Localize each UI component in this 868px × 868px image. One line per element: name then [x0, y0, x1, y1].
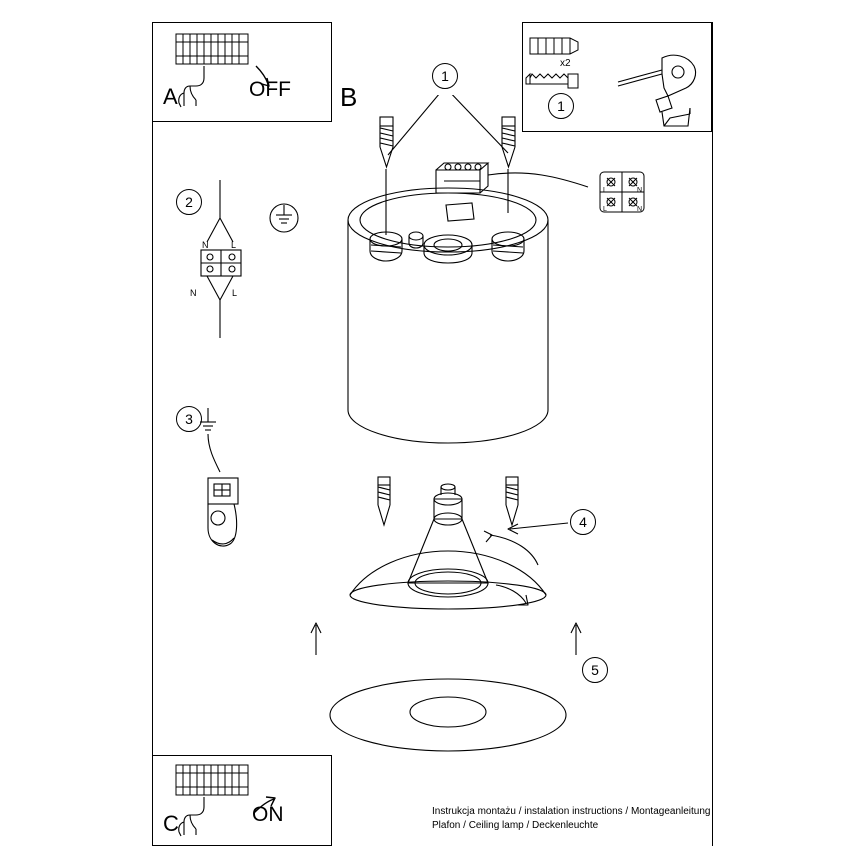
wiring-detail-label-tl: L	[603, 187, 607, 194]
page-rule-right	[712, 22, 713, 846]
wiring-label-n-top: N	[202, 240, 209, 250]
step-2-graphic	[185, 180, 265, 340]
panel-c-action-label: ON	[252, 803, 284, 826]
callout-4-leader	[500, 515, 570, 535]
wiring-label-l-top: L	[231, 240, 237, 250]
callout-3: 3	[176, 406, 202, 432]
panel-a-action-label: OFF	[249, 78, 291, 101]
wiring-detail-graphic	[594, 166, 658, 222]
panel-b-letter: B	[340, 82, 358, 112]
wiring-label-n-bottom: N	[190, 288, 197, 298]
wiring-label-l-bottom: L	[232, 288, 238, 298]
callout-1: 1	[432, 63, 458, 89]
callout-4: 4	[570, 509, 596, 535]
footer-line-1: Instrukcja montażu / instalation instructions / Montageanleitung	[432, 806, 711, 817]
step-3-graphic	[190, 400, 260, 560]
callout-tools-1: 1	[548, 93, 574, 119]
panel-c-graphic	[152, 755, 332, 846]
panel-a-letter: A	[163, 84, 178, 109]
footer-block	[432, 805, 712, 833]
wiring-detail-label-br: N	[637, 206, 643, 213]
footer-line-2: Plafon / Ceiling lamp / Deckenleuchte	[432, 820, 599, 831]
wiring-detail-label-bl: L	[603, 206, 607, 213]
callout-5: 5	[582, 657, 608, 683]
callout-2: 2	[176, 189, 202, 215]
wiring-detail-label-tr: N	[637, 187, 643, 194]
page-rule-left	[152, 22, 153, 846]
tools-quantity-label: x2	[560, 58, 571, 69]
panel-c-letter: C	[163, 811, 179, 836]
